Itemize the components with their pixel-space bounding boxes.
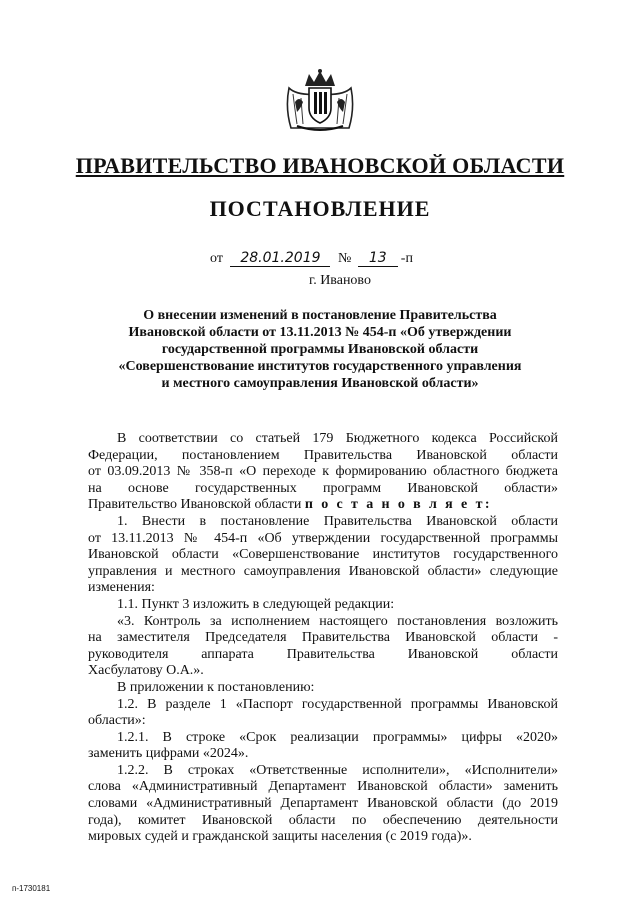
document-date-number [210,251,413,267]
body-line: В соответствии со статьей 179 Бюджетного кодекса Российской [117,431,558,446]
heading-line: Ивановской области от 13.11.2013 № 454-п «Об утверждении [128,325,512,340]
body-line [88,497,558,514]
heading-line: О внесении изменений в постановление Правительства [143,308,497,323]
document-code: п-1730181 [12,884,51,893]
heading-line: и местного самоуправления Ивановской области» [161,376,479,391]
document-date: 28.01.2019 [230,251,330,267]
body-line: на основе государственных программ Ивановской области» [88,480,558,496]
government-title: ПРАВИТЕЛЬСТВО ИВАНОВСКОЙ ОБЛАСТИ [75,153,565,178]
body-line: В приложении к постановлению: [117,679,315,695]
body-line: Ивановской области «Совершенствование институтов государственного [88,547,558,563]
body-line: руководителя аппарата Правительства Ивановской области [88,646,558,662]
body-line: от 13.11.2013 № 454-п «Об утверждении государственной программы [88,530,558,546]
body-line: 1. Внести в постановление Правительства Ивановской области [117,513,558,529]
document-body [88,431,558,846]
decree-subject: Правительство Ивановской области [88,497,302,513]
body-line: мировых судей и гражданской защиты населения (с 2019 года)». [88,829,472,845]
body-line: изменения: [88,580,155,596]
body-line: 1.2. В разделе 1 «Паспорт государственной программы Ивановской [117,696,558,712]
body-line: Хасбулатову О.А.». [88,663,204,679]
body-line: 1.1. Пункт 3 изложить в следующей редакции: [117,596,395,612]
number-label: № [337,251,352,266]
body-line: года), комитет Ивановской области по обеспечению деятельности [88,812,558,828]
body-line: 1.2.1. В строке «Срок реализации программы» цифры «2020» [117,729,558,745]
body-line: Федерации, постановлением Правительства Ивановской области [88,447,558,463]
body-line: заменить цифрами «2024». [88,746,249,762]
number-suffix: -п [400,251,413,266]
heading-line: государственной программы Ивановской области [161,342,479,357]
heading-line: «Совершенствование институтов государственного управления [118,359,522,374]
body-line: 1.2.2. В строках «Ответственные исполнители», «Исполнители» [117,762,558,778]
body-line: на заместителя Председателя Правительства Ивановской области - [88,630,558,646]
from-label: от [210,251,223,266]
document-number: 13 [358,251,398,267]
body-line: слова «Административный Департамент Ивановской области» заменить [88,779,558,795]
decree-verb: п о с т а н о в л я е т: [304,497,492,513]
city: г. Иваново [309,273,371,288]
coat-of-arms-icon [283,68,357,134]
body-line: области»: [88,713,146,729]
document-heading [90,307,550,392]
body-line: словами «Административный Департамент Ивановской области (до 2019 [88,796,558,812]
document-type: ПОСТАНОВЛЕНИЕ [209,196,431,221]
body-line: «3. Контроль за исполнением настоящего постановления возложить [117,613,558,629]
body-line: от 03.09.2013 № 358-п «О переходе к формированию областного бюджета [88,464,558,480]
body-line: управления и местного самоуправления Ивановской области» следующие [88,563,558,579]
